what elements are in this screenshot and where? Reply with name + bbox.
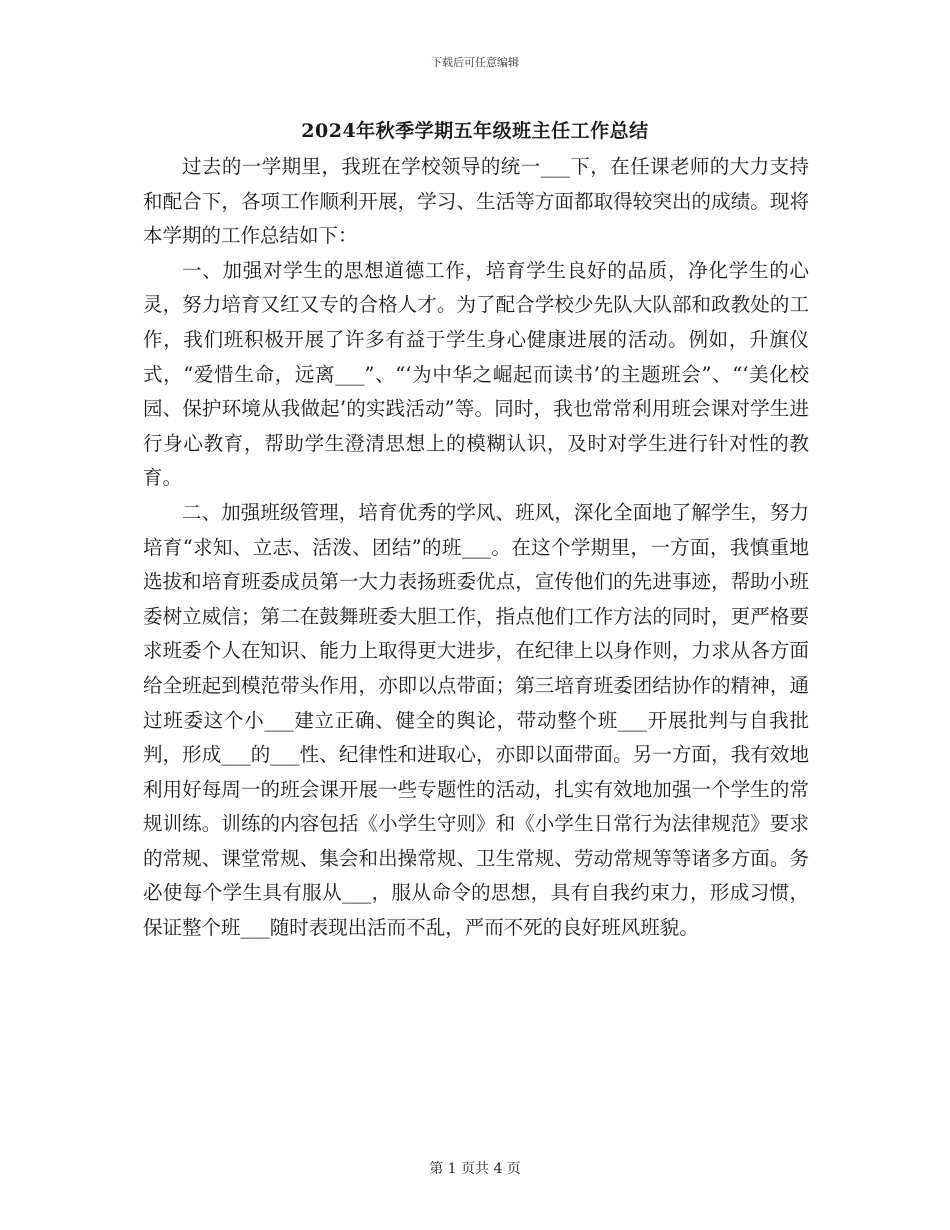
paragraph-intro: 过去的一学期里，我班在学校领导的统一___下，在任课老师的大力支持和配合下，各项工作顺利开展，学习、生活等方面都取得较突出的成绩。现将本学期的工作总结如下： — [143, 155, 809, 248]
document-body — [143, 150, 809, 946]
page-number: 第 1 页共 4 页 — [429, 1161, 521, 1177]
header-note: 下载后可任意编辑 — [431, 56, 519, 69]
paragraph-section-1: 一、加强对学生的思想道德工作，培育学生良好的品质，净化学生的心灵，努力培育又红又专的合格人才。为了配合学校少先队大队部和政教处的工作，我们班积极开展了许多有益于学生身心健康进展的活动。例如，升旗仪式，“爱惜生命，远离___”、“‘为中华之崛起而读书’的主题班会”、“‘美化校园、保护环境从我做起’的实践活动”等。同时，我也常常利用班会课对学生进行身心教育，帮助学生澄清思想上的模糊认识，及时对学生进行针对性的教育。 — [143, 258, 809, 490]
document-title: 2024年秋季学期五年级班主任工作总结 — [301, 120, 649, 142]
paragraph-section-2: 二、加强班级管理，培育优秀的学风、班风，深化全面地了解学生，努力培育“求知、立志、活泼、团结”的班___。在这个学期里，一方面，我慎重地选拔和培育班委成员第一大力表扬班委优点，宣传他们的先进事迹，帮助小班委树立威信；第二在鼓舞班委大胆工作，指点他们工作方法的同时，更严格要求班委个人在知识、能力上取得更大进步，在纪律上以身作则，力求从各方面给全班起到模范带头作用，亦即以点带面；第三培育班委团结协作的精神，通过班委这个小___建立正确、健全的舆论，带动整个班___开展批判与自我批判，形成___的___性、纪律性和进取心，亦即以面带面。另一方面，我有效地利用好每周一的班会课开展一些专题性的活动，扎实有效地加强一个学生的常规训练。训练的内容包括《小学生守则》和《小学生日常行为法律规范》要求的常规、课堂常规、集会和出操常规、卫生常规、劳动常规等等诸多方面。务必使每个学生具有服从___，服从命令的思想，具有自我约束力，形成习惯，保证整个班___随时表现出活而不乱，严而不死的良好班风班貌。 — [143, 500, 809, 940]
